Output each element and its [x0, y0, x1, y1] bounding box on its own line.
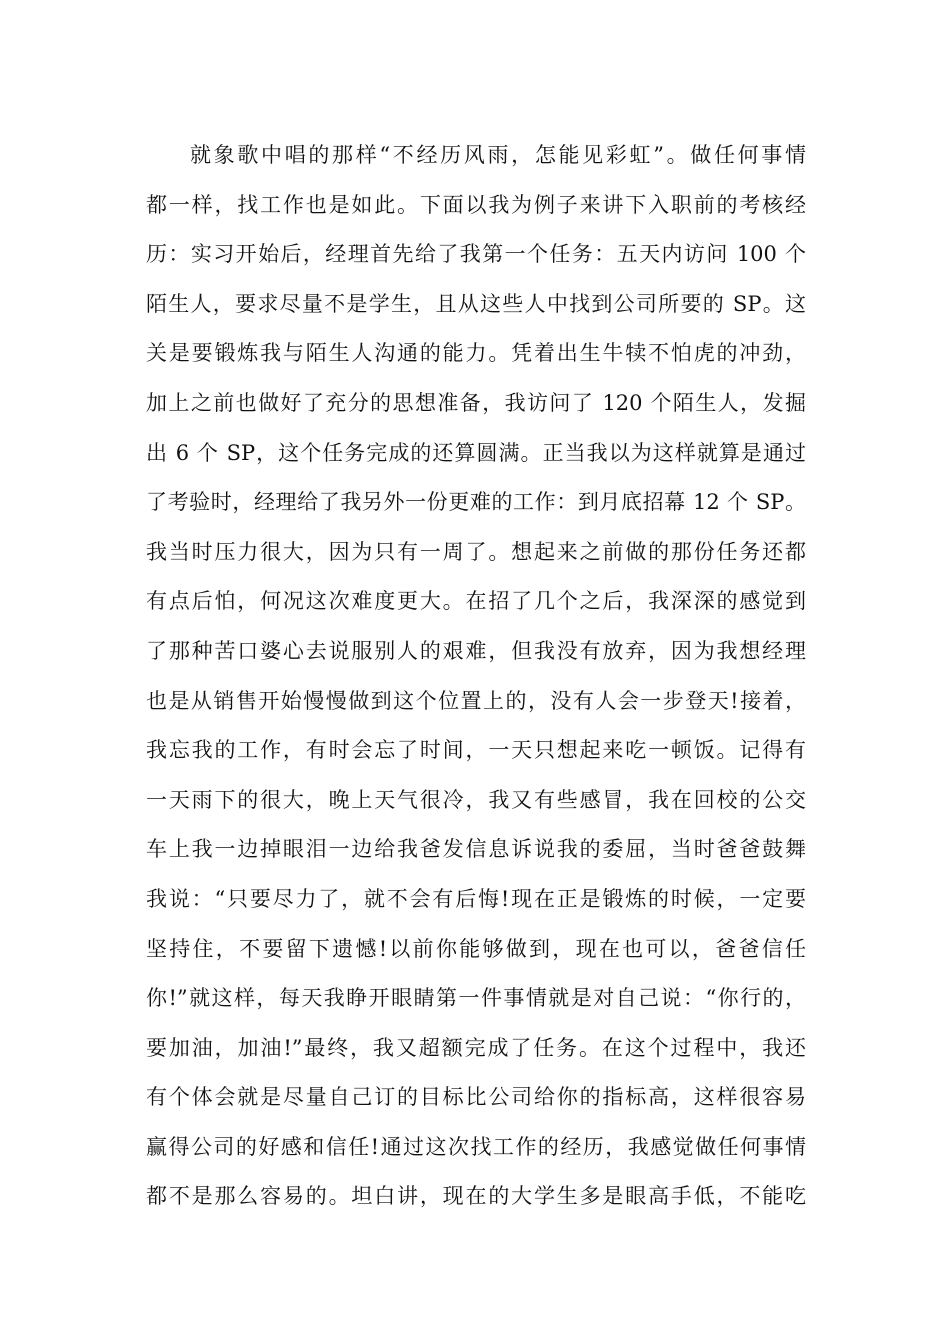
text-line: 车上我一边掉眼泪一边给我爸发信息诉说我的委屈，当时爸爸鼓舞 [146, 837, 806, 862]
text-line: 赢得公司的好感和信任!通过这次找工作的经历，我感觉做任何事情 [146, 1134, 806, 1159]
text-line: 我当时压力很大，因为只有一周了。想起来之前做的那份任务还都 [146, 539, 806, 564]
text-line: 都不是那么容易的。坦白讲，现在的大学生多是眼高手低，不能吃 [146, 1184, 806, 1209]
text-line: 了那种苦口婆心去说服别人的艰难，但我没有放弃，因为我想经理 [146, 638, 806, 663]
text-line: 要加油，加油!”最终，我又超额完成了任务。在这个过程中，我还 [146, 1035, 806, 1060]
text-line: 你!”就这样，每天我睁开眼睛第一件事情就是对自己说：“你行的， [146, 986, 806, 1011]
text-line: 关是要锻炼我与陌生人沟通的能力。凭着出生牛犊不怕虎的冲劲， [146, 341, 806, 366]
text-line: 加上之前也做好了充分的思想准备，我访问了 120 个陌生人，发掘 [146, 390, 806, 415]
text-line: 都一样，找工作也是如此。下面以我为例子来讲下入职前的考核经 [146, 192, 806, 217]
text-line: 陌生人，要求尽量不是学生，且从这些人中找到公司所要的 SP。这 [146, 291, 806, 316]
text-line: 历：实习开始后，经理首先给了我第一个任务：五天内访问 100 个 [146, 242, 806, 267]
text-line: 也是从销售开始慢慢做到这个位置上的，没有人会一步登天!接着， [146, 688, 806, 713]
text-line: 了考验时，经理给了我另外一份更难的工作：到月底招幕 12 个 SP。 [146, 490, 806, 515]
text-line: 我说：“只要尽力了，就不会有后悔!现在正是锻炼的时候，一定要 [146, 886, 806, 911]
body-paragraph [146, 131, 806, 1222]
text-line: 有点后怕，何况这次难度更大。在招了几个之后，我深深的感觉到 [146, 589, 806, 614]
text-line: 出 6 个 SP，这个任务完成的还算圆满。正当我以为这样就算是通过 [146, 440, 806, 465]
text-line: 就象歌中唱的那样“不经历风雨，怎能见彩虹”。做任何事情 [190, 143, 806, 167]
text-line: 我忘我的工作，有时会忘了时间，一天只想起来吃一顿饭。记得有 [146, 738, 806, 763]
text-line: 有个体会就是尽量自己订的目标比公司给你的指标高，这样很容易 [146, 1085, 806, 1110]
text-line: 一天雨下的很大，晚上天气很冷，我又有些感冒，我在回校的公交 [146, 787, 806, 812]
text-line: 坚持住，不要留下遗憾!以前你能够做到，现在也可以，爸爸信任 [146, 936, 806, 961]
